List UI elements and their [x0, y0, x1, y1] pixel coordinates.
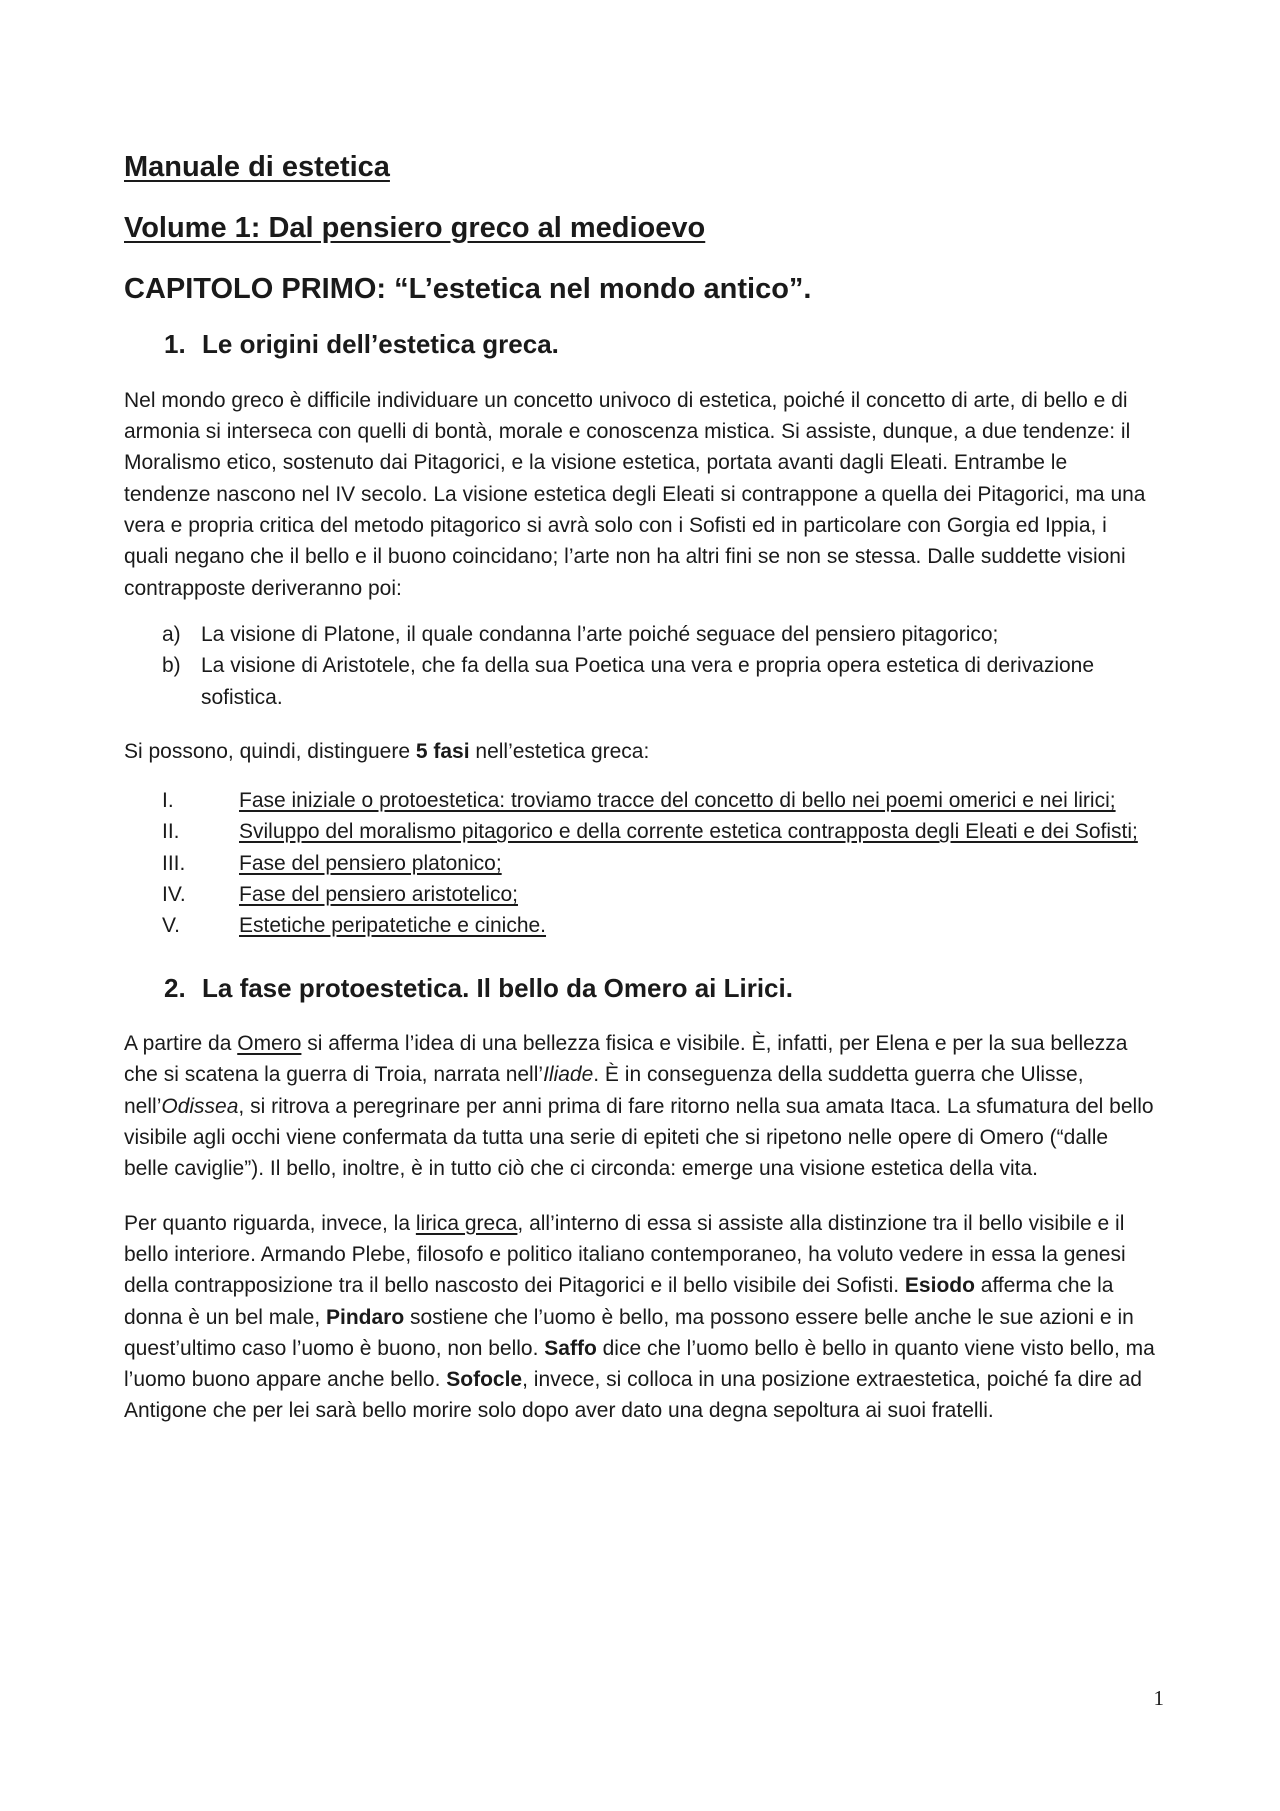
- underlined-text: lirica greca: [415, 1211, 518, 1235]
- volume-title: Volume 1: Dal pensiero greco al medioevo: [124, 211, 706, 244]
- list-marker: II.: [162, 820, 180, 844]
- alpha-list: [124, 619, 1156, 713]
- italic-text: Iliade: [543, 1063, 594, 1087]
- list-marker: V.: [162, 914, 180, 938]
- list-item: [124, 879, 1156, 910]
- page-content: [124, 150, 1156, 1427]
- chapter-title: CAPITOLO PRIMO: “L’estetica nel mondo antico”.: [124, 272, 812, 305]
- list-item-text: Fase del pensiero platonico;: [239, 851, 502, 875]
- list-item-text: Estetiche peripatetiche e ciniche.: [239, 914, 547, 938]
- text-run: A partire da: [124, 1032, 238, 1056]
- list-item: [124, 619, 1156, 650]
- list-item-text: La visione di Platone, il quale condanna l’arte poiché seguace del pensiero pitagorico;: [201, 622, 999, 646]
- text-run: dice che l’uomo bello è bello in quanto viene visto bello, ma l’uomo buono appare anche bello.: [124, 1336, 1155, 1392]
- section-1-paragraph-1: Nel mondo greco è difficile individuare un concetto univoco di estetica, poiché il concetto di arte, di bello e di armonia si interseca con quelli di bontà, morale e conoscenza mistica. Si assiste, dunque, a due tendenze: il Moralismo etico, sostenuto dai Pitagorici, e la visione estetica, portata avanti dagli Eleati. Entrambe le tendenze nascono nel IV secolo. La visione estetica degli Eleati si contrappone a quella dei Pitagorici, ma una vera e propria critica del metodo pitagorico si avrà solo con i Sofisti ed in particolare con Gorgia ed Ippia, i quali negano che il bello e il buono coincidano; l’arte non ha altri fini se non se stessa. Dalle suddette visioni contrapposte deriveranno poi:: [124, 388, 1146, 600]
- list-item: [124, 785, 1156, 816]
- list-marker: a): [162, 622, 181, 646]
- page-number: 1: [1153, 1686, 1164, 1710]
- bold-text: Saffo: [544, 1336, 597, 1360]
- section-2-title: La fase protoestetica. Il bello da Omero ai Lirici.: [202, 972, 793, 1003]
- underlined-text: Omero: [237, 1032, 302, 1056]
- bold-text: 5 fasi: [415, 739, 470, 763]
- text-run: , invece, si colloca in una posizione extraestetica, poiché fa dire ad Antigone che per lei sarà bello morire solo dopo aver dato una degna sepoltura ai suoi fratelli.: [124, 1368, 1142, 1423]
- section-1-paragraph-2: [124, 736, 1156, 767]
- italic-text: Odissea: [161, 1094, 239, 1118]
- list-item-text: Sviluppo del moralismo pitagorico e della corrente estetica contrapposta degli Eleati e dei Sofisti;: [239, 820, 1138, 844]
- section-2-paragraph-2: [124, 1208, 1156, 1427]
- text-run: , all’interno di essa si assiste alla distinzione tra il bello visibile e il bello interiore. Armando Plebe, filosofo e politico italiano contemporaneo, ha voluto vedere in essa la genesi della contrapposizione tra il bello nascosto dei Pitagorici e il bello visibile dei Sofisti.: [124, 1211, 1126, 1298]
- bold-text: Esiodo: [904, 1274, 975, 1298]
- section-2-number: 2.: [164, 972, 186, 1003]
- list-item: [124, 910, 1156, 941]
- section-1-number: 1.: [164, 329, 186, 360]
- list-item: [124, 816, 1156, 847]
- text-run: Si possono, quindi, distinguere: [124, 739, 416, 763]
- text-run: si afferma l’idea di una bellezza fisica e visibile. È, infatti, per Elena e per la sua bellezza che si scatena la guerra di Troia, narrata nell’: [124, 1032, 1128, 1087]
- section-2-heading: [164, 972, 1156, 1005]
- text-run: Per quanto riguarda, invece, la: [124, 1211, 416, 1235]
- text-run: afferma che la donna è un bel male,: [124, 1274, 1114, 1329]
- bold-text: Pindaro: [325, 1305, 405, 1329]
- bold-text: Sofocle: [446, 1368, 523, 1392]
- list-item: [124, 848, 1156, 879]
- phases-list: [124, 785, 1156, 941]
- list-marker: b): [162, 654, 181, 678]
- list-item: [124, 650, 1156, 713]
- text-run: nell’estetica greca:: [469, 739, 650, 763]
- text-run: sostiene che l’uomo è bello, ma possono essere belle anche le sue azioni e in quest’ultimo caso l’uomo è buono, non bello.: [124, 1305, 1134, 1360]
- list-marker: I.: [162, 789, 174, 813]
- section-1-heading: [164, 328, 1156, 361]
- list-item-text: La visione di Aristotele, che fa della sua Poetica una vera e propria opera estetica di derivazione sofistica.: [201, 654, 1095, 709]
- text-run: . È in conseguenza della suddetta guerra che Ulisse, nell’: [124, 1063, 1084, 1118]
- document-title: Manuale di estetica: [124, 151, 390, 183]
- list-marker: III.: [162, 851, 186, 875]
- section-1-title: Le origini dell’estetica greca.: [202, 329, 559, 360]
- list-item-text: Fase iniziale o protoestetica: troviamo tracce del concetto di bello nei poemi omerici e nei lirici;: [239, 789, 1116, 813]
- text-run: , si ritrova a peregrinare per anni prima di fare ritorno nella sua amata Itaca. La sfumatura del bello visibile agli occhi viene confermata da tutta una serie di epiteti che si ripetono nelle opere di Omero (“dalle belle caviglie”). Il bello, inoltre, è in tutto ciò che ci circonda: emerge una visione estetica della vita.: [124, 1094, 1154, 1181]
- section-2-paragraph-1: [124, 1028, 1156, 1184]
- list-marker: IV.: [162, 883, 186, 907]
- list-item-text: Fase del pensiero aristotelico;: [239, 883, 518, 907]
